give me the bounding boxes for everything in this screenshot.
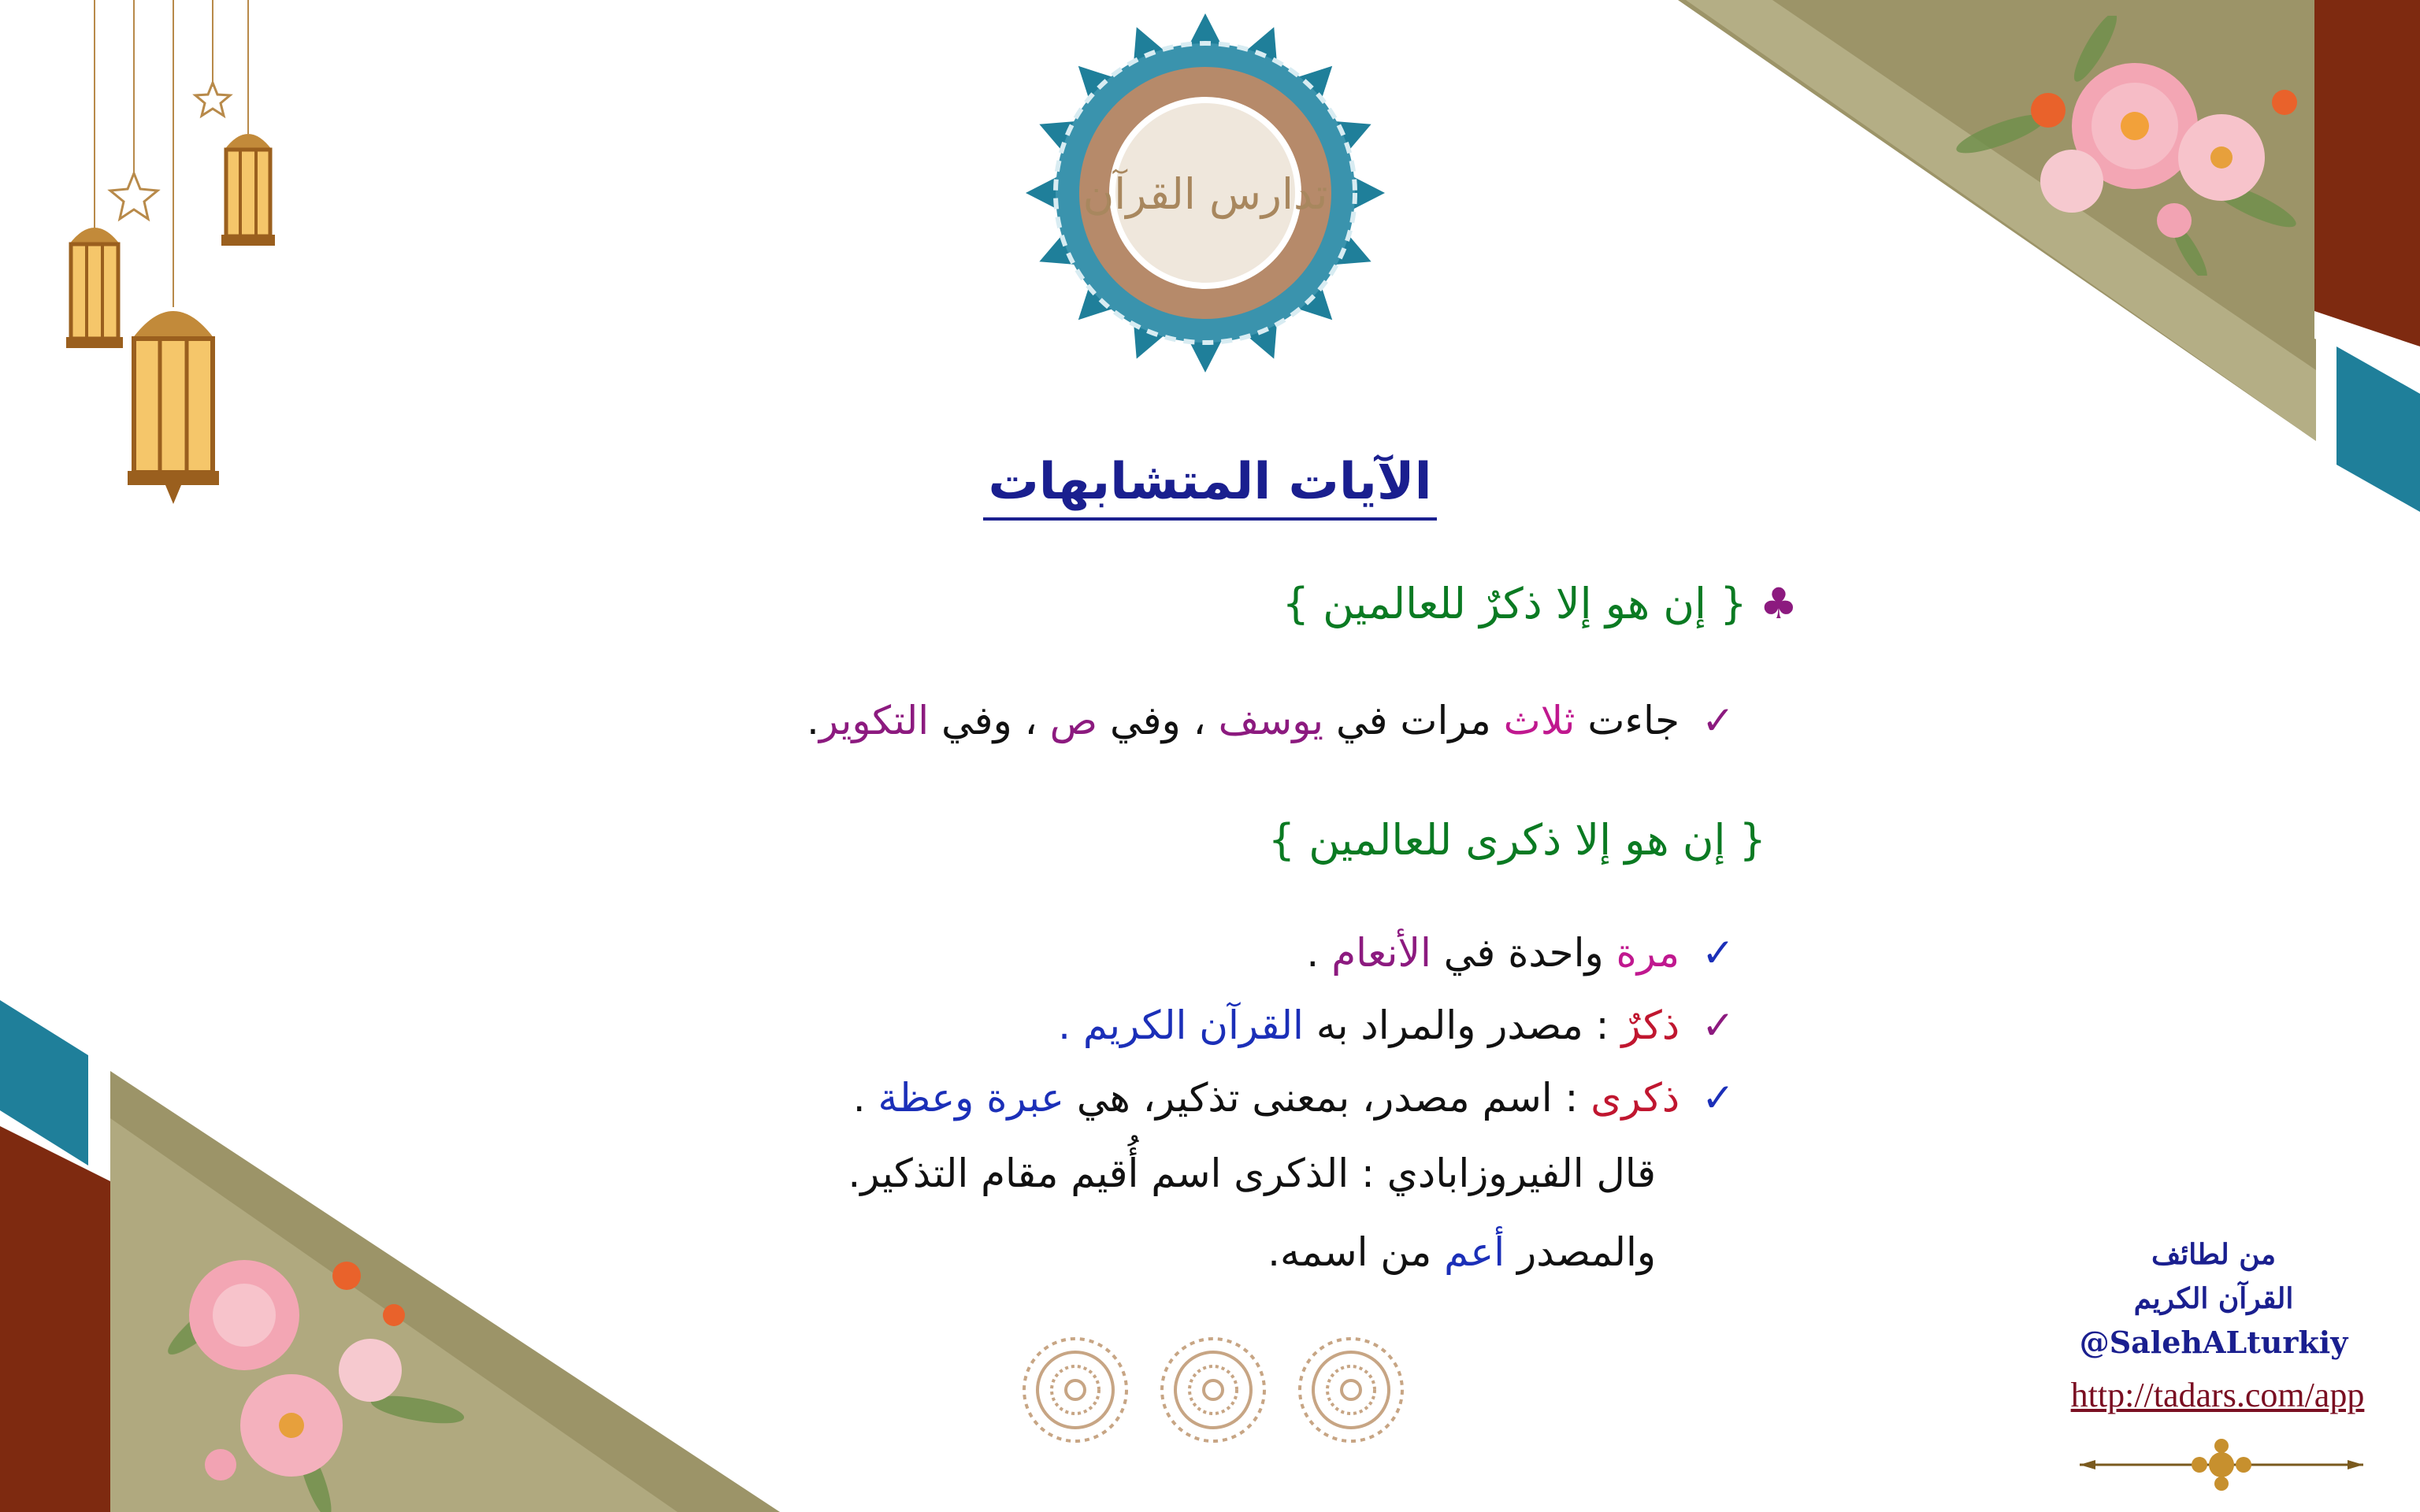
checkmark-icon: ✓ [1702,1075,1735,1121]
app-link[interactable]: http://tadars.com/app [2070,1376,2365,1414]
club-bullet-icon: ♣ [1759,579,1798,628]
quote-firuzabadi: قال الفيروزابادي : الذكرى اسم أُقيم مقام التذكير. [848,1151,1656,1196]
checkmark-icon: ✓ [1702,930,1735,976]
credit-line-1: من لطائف [2151,1238,2276,1271]
tadars-logo-medallion [1024,8,1386,378]
checkmark-icon: ✓ [1702,1002,1735,1048]
point-dhikr: ✓ذكرٌ : مصدر والمراد به القرآن الكريم . [1058,1002,1735,1048]
flower-bouquet-top-right [1954,16,2308,276]
credit-line-2: القرآن الكريم [2133,1282,2294,1315]
note-1: ✓جاءت ثلاث مرات في يوسف ، وفي ص ، وفي التكوير. [807,698,1735,743]
point-dhikra: ✓ذكرى : اسم مصدر، بمعنى تذكير، هي عبرة وعظة . [852,1075,1735,1121]
hanging-lanterns [47,0,307,512]
logo-calligraphy: تدارس القرآن [1082,169,1328,219]
checkmark-icon: ✓ [1702,698,1735,743]
page-title: الآيات المتشابهات [0,453,2420,511]
flower-bouquet-bottom-left [158,1228,488,1512]
mandala-ornaments [1016,1331,1410,1449]
point-marra: ✓مرة واحدة في الأنعام . [1306,930,1735,976]
point-masdar: والمصدر أعم من اسمه. [1268,1229,1656,1275]
ornamental-divider [2072,1433,2371,1496]
verse-1: ♣{ إن هو إلا ذكرٌ للعالمين } [1282,579,1798,628]
verse-2: { إن هو إلا ذكرى للعالمين } [1268,815,1766,865]
credit-handle: @SalehALturkiy [2079,1325,2348,1360]
